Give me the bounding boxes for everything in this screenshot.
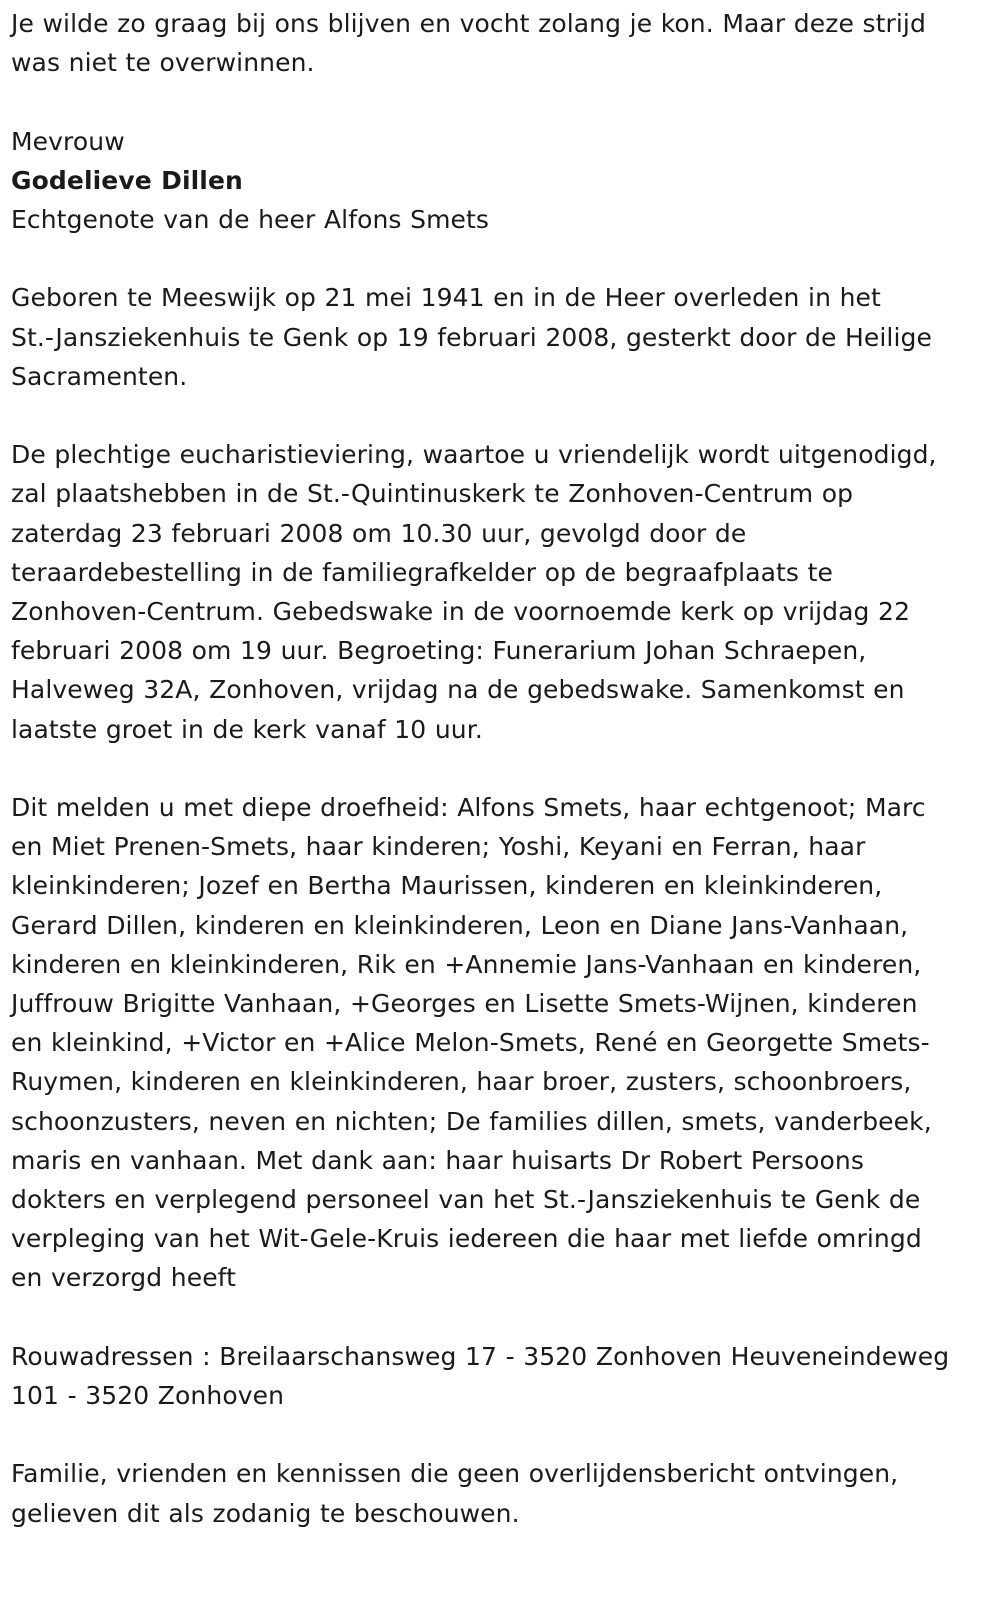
- announcement-line: Juffrouw Brigitte Vanhaan, +Georges en Lisette Smets-Wijnen, kinderen: [11, 989, 918, 1019]
- closing-line: gelieven dit als zodanig te beschouwen.: [11, 1498, 520, 1528]
- addresses-line: 101 - 3520 Zonhoven: [11, 1381, 285, 1411]
- announcement-line: en kleinkind, +Victor en +Alice Melon-Smets, René en Georgette Smets-: [11, 1028, 930, 1058]
- announcement-line: dokters en verplegend personeel van het St.-Jansziekenhuis te Genk de: [11, 1185, 921, 1215]
- ceremony-line: Zonhoven-Centrum. Gebedswake in de voornoemde kerk op vrijdag 22: [11, 597, 911, 626]
- birth-death-paragraph: [11, 278, 988, 396]
- intro-line: Je wilde zo graag bij ons blijven en vocht zolang je kon. Maar deze strijd: [11, 9, 926, 38]
- birth-death-line: St.-Jansziekenhuis te Genk op 19 februari 2008, gesterkt door de Heilige: [11, 322, 932, 352]
- closing-line: Familie, vrienden en kennissen die geen overlijdensbericht ontvingen,: [11, 1459, 899, 1489]
- announcement-line: verpleging van het Wit-Gele-Kruis iedereen die haar met liefde omringd: [11, 1224, 922, 1254]
- announcement-line: Dit melden u met diepe droefheid: Alfons Smets, haar echtgenoot; Marc: [11, 793, 926, 822]
- announcement-line: schoonzusters, neven en nichten; De families dillen, smets, vanderbeek,: [11, 1106, 932, 1136]
- ceremony-line: Halveweg 32A, Zonhoven, vrijdag na de gebedswake. Samenkomst en: [11, 675, 905, 705]
- ceremony-line: laatste groet in de kerk vanaf 10 uur.: [11, 714, 483, 744]
- addresses-paragraph: [11, 1337, 988, 1415]
- ceremony-line: teraardebestelling in de familiegrafkelder op de begraafplaats te: [11, 557, 833, 587]
- deceased-name: Godelieve Dillen: [11, 165, 243, 195]
- announcement-line: Gerard Dillen, kinderen en kleinkinderen, Leon en Diane Jans-Vanhaan,: [11, 910, 909, 940]
- announcement-line: kinderen en kleinkinderen, Rik en +Annemie Jans-Vanhaan en kinderen,: [11, 949, 922, 979]
- announcement-line: en verzorgd heeft: [11, 1263, 237, 1293]
- announcement-line: Ruymen, kinderen en kleinkinderen, haar broer, zusters, schoonbroers,: [11, 1067, 912, 1097]
- intro-line: was niet te overwinnen.: [11, 48, 315, 78]
- deceased-relation: Echtgenote van de heer Alfons Smets: [11, 205, 490, 234]
- birth-death-line: Geboren te Meeswijk op 21 mei 1941 en in de Heer overleden in het: [11, 283, 881, 313]
- announcement-line: en Miet Prenen-Smets, haar kinderen; Yoshi, Keyani en Ferran, haar: [11, 832, 866, 862]
- deceased-title: Mevrouw: [11, 126, 125, 156]
- addresses-line: Rouwadressen : Breilaarschansweg 17 - 3520 Zonhoven Heuveneindeweg: [11, 1341, 950, 1371]
- deceased-block: [11, 122, 988, 240]
- closing-paragraph: [11, 1454, 988, 1532]
- intro-paragraph: [11, 4, 988, 82]
- birth-death-line: Sacramenten.: [11, 361, 188, 391]
- announcement-line: maris en vanhaan. Met dank aan: haar huisarts Dr Robert Persoons: [11, 1145, 865, 1175]
- ceremony-line: februari 2008 om 19 uur. Begroeting: Funerarium Johan Schraepen,: [11, 636, 867, 666]
- announcement-paragraph: [11, 788, 988, 1298]
- ceremony-line: zaterdag 23 februari 2008 om 10.30 uur, gevolgd door de: [11, 518, 747, 548]
- announcement-line: kleinkinderen; Jozef en Bertha Maurissen, kinderen en kleinkinderen,: [11, 871, 883, 901]
- ceremony-line: De plechtige eucharistieviering, waartoe u vriendelijk wordt uitgenodigd,: [11, 440, 937, 470]
- ceremony-line: zal plaatshebben in de St.-Quintinuskerk te Zonhoven-Centrum op: [11, 479, 854, 509]
- ceremony-paragraph: [11, 435, 988, 749]
